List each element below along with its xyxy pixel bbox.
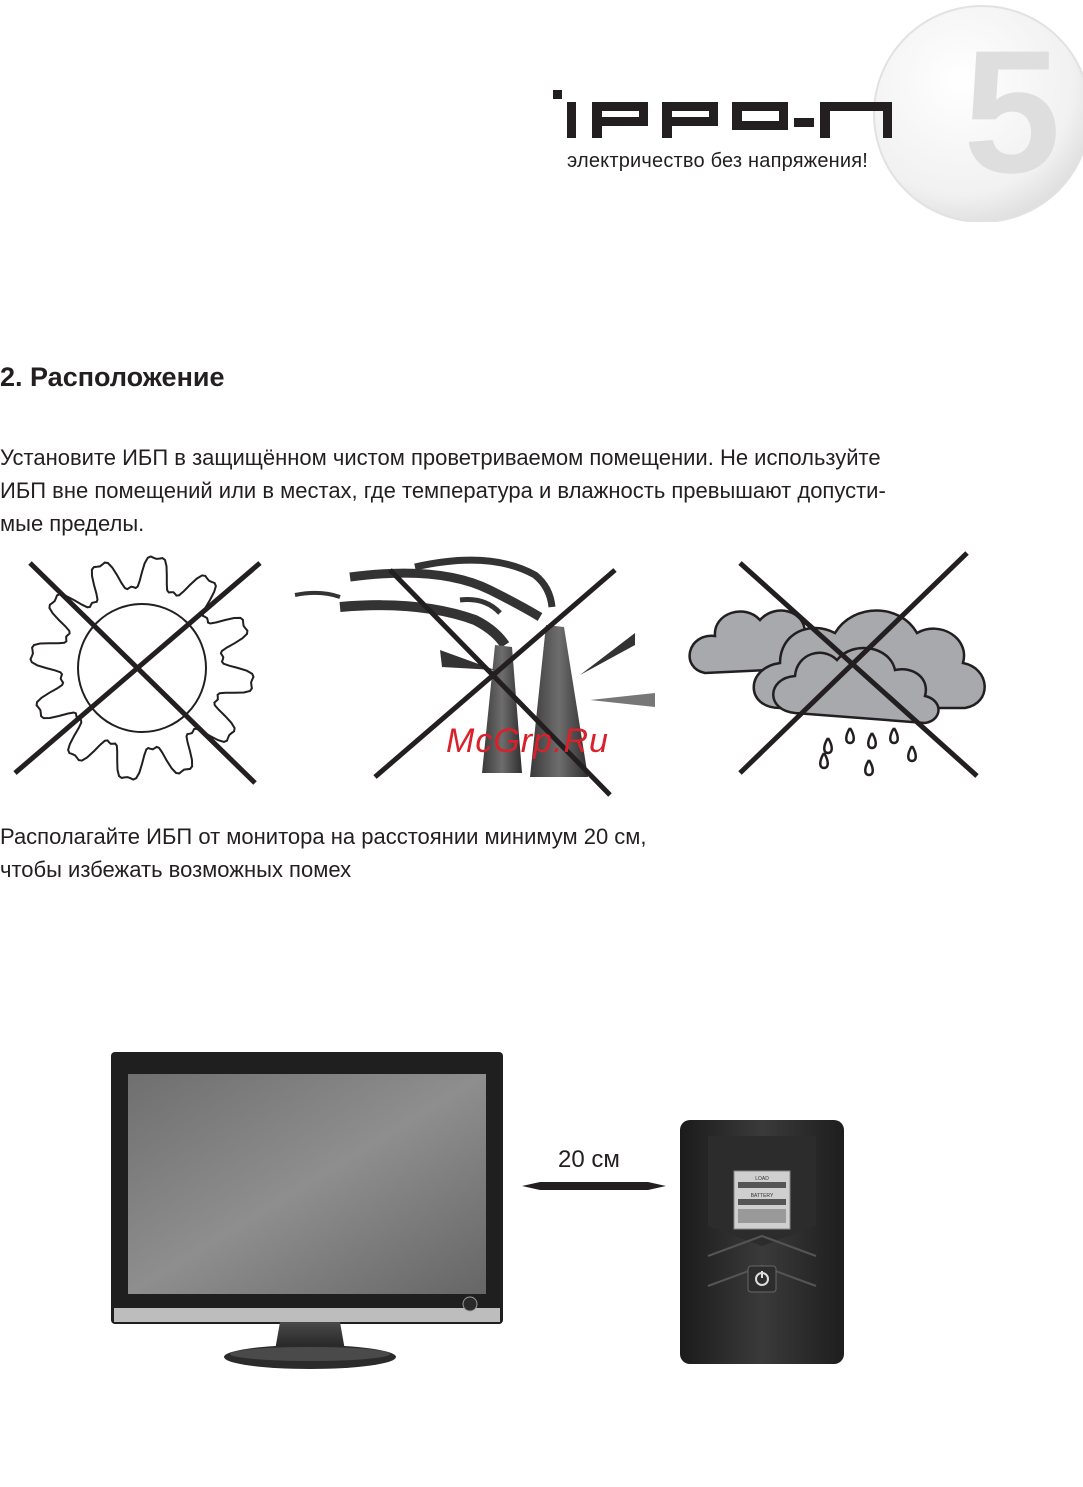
watermark: McGrp.Ru	[446, 722, 609, 760]
monitor-illustration	[108, 1050, 508, 1372]
page-number: 5	[963, 15, 1061, 210]
distance-paragraph	[0, 820, 900, 886]
paragraph-line: чтобы избежать возможных помех	[0, 857, 352, 882]
paragraph-line: мые пределы.	[0, 511, 145, 536]
ups-illustration	[678, 1116, 846, 1368]
placement-paragraph	[0, 441, 1060, 540]
paragraph-line: Установите ИБП в защищённом чистом проветриваемом помещении. Не используйте	[0, 445, 881, 470]
factory-smoke-crossed-icon	[290, 545, 660, 800]
distance-label: 20 см	[558, 1146, 620, 1173]
section-title: 2. Расположение	[0, 362, 225, 392]
rain-cloud-crossed-icon	[685, 548, 1005, 793]
paragraph-line: Располагайте ИБП от монитора на расстоянии минимум 20 см,	[0, 824, 647, 849]
sun-crossed-icon	[10, 548, 275, 793]
ups-battery-label: BATTERY	[750, 1193, 774, 1199]
ippon-logo	[552, 88, 902, 140]
brand-tagline: электричество без напряжения!	[567, 150, 869, 172]
distance-arrow	[520, 1180, 668, 1192]
ups-load-label: LOAD	[755, 1176, 769, 1182]
paragraph-line: ИБП вне помещений или в местах, где температура и влажность превышают допусти-	[0, 478, 886, 503]
